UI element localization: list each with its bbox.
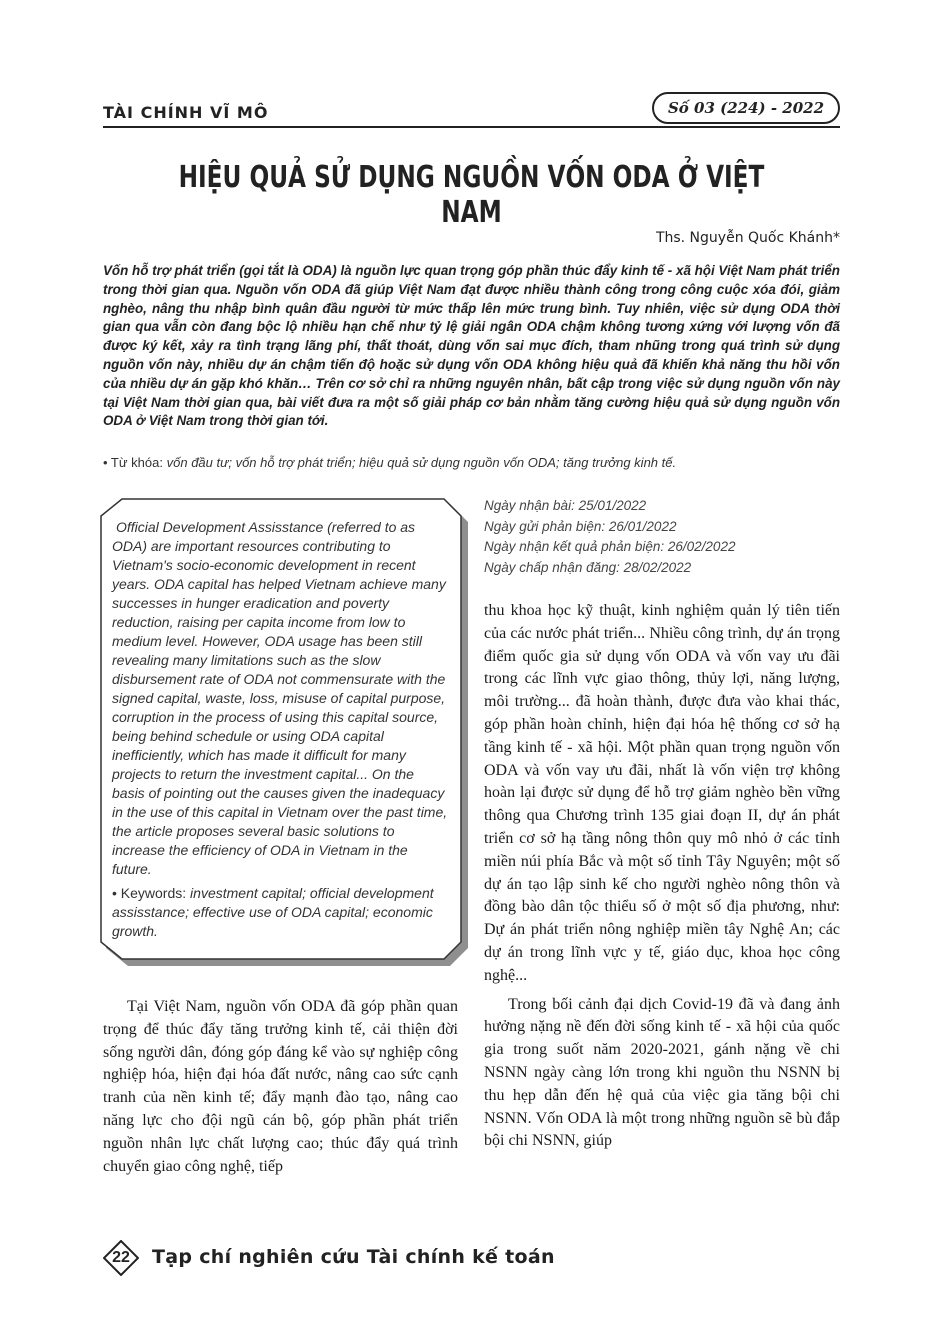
keywords-en-terms: investment capital; official development assisstance; effective use of ODA capital; economic growth. bbox=[112, 885, 434, 939]
abstract-vietnamese: Vốn hỗ trợ phát triển (gọi tắt là ODA) là nguồn lực quan trọng góp phần thúc đẩy kinh tế - xã hội Việt Nam phát triển trong thời gian qua. Nguồn vốn ODA đã giúp Việt Nam đạt được nhiều thành công trong công cuộc xóa đói, giảm nghèo, nâng thu nhập bình quân đầu người từ mức thấp lên mức trung bình. Tuy nhiên, việc sử dụng ODA thời gian qua vẫn còn đang bộc lộ nhiều hạn chế như tỷ lệ giải ngân ODA chậm không tương xứng với lượng vốn đã được ký kết, xảy ra tình trạng lãng phí, thất thoát, dùng vốn sai mục đích, tham nhũng trong quá trình sử dụng nguồn vốn này, nhiều dự án chậm tiến độ hoặc sử dụng vốn ODA không hiệu quả đã khiến khả năng thu hồi vốn của nhiều dự án gặp khó khăn… Trên cơ sở chỉ ra những nguyên nhân, bất cập trong việc sử dụng nguồn vốn này tại Việt Nam thời gian qua, bài viết đưa ra một số giải pháp cơ bản nhằm tăng cường hiệu quả sử dụng nguồn vốn ODA ở Việt Nam trong thời gian tới. bbox=[103, 263, 840, 429]
journal-title: Tạp chí nghiên cứu Tài chính kế toán bbox=[152, 1246, 555, 1268]
page-number: 22 bbox=[112, 1249, 130, 1266]
page-number-badge bbox=[103, 1240, 139, 1276]
article-title: HIỆU QUẢ SỬ DỤNG NGUỒN VỐN ODA Ở VIỆT NAM bbox=[178, 160, 765, 230]
issue-badge: Số 03 (224) - 2022 bbox=[652, 92, 840, 124]
submission-dates bbox=[484, 496, 840, 578]
author: Ths. Nguyễn Quốc Khánh* bbox=[655, 230, 840, 246]
date-accepted: Ngày chấp nhận đăng: 28/02/2022 bbox=[484, 559, 692, 575]
date-review-result: Ngày nhận kết quả phản biện: 26/02/2022 bbox=[484, 539, 736, 554]
date-received: Ngày nhận bài: 25/01/2022 bbox=[484, 498, 647, 513]
keywords-vi-terms: vốn đầu tư; vốn hỗ trợ phát triển; hiệu quả sử dụng nguồn vốn ODA; tăng trưởng kinh tế. bbox=[166, 455, 677, 470]
body-paragraph: thu khoa học kỹ thuật, kinh nghiệm quản lý tiên tiến của các nước phát triển... Nhiều công trình, dự án trọng điểm quốc gia sử dụng vốn ODA và vốn vay ưu đãi trong các lĩnh vực giao thông, thủy lợi, năng lượng, môi trường... đã hoàn thành, được đưa vào khai thác, góp phần hoàn chỉnh, hiện đại hóa hệ thống cơ sở hạ tầng kinh tế - xã hội. Một phần quan trọng nguồn vốn ODA và vốn vay ưu đãi, nhất là vốn viện trợ không hoàn lại được sử dụng để hỗ trợ giảm nghèo bền vững thông qua Chương trình 135 giai đoạn II, dự án phát triển cơ sở hạ tầng nông thôn quy mô nhỏ ở các tỉnh miền núi phía Bắc và một số tỉnh Tây Nguyên; một số dự án tạo lập sinh kế cho người nghèo nông thôn và đồng bào dân tộc thiểu số ở một số địa phương, như: Dự án phát triển nông nghiệp miền tây Nghệ An; các dự án trong lĩnh vực y tế, giáo dục, khoa học công nghệ... bbox=[484, 602, 840, 984]
keywords-en-label: • Keywords: bbox=[112, 885, 187, 901]
keywords-english bbox=[112, 884, 448, 941]
body-paragraph: Tại Việt Nam, nguồn vốn ODA đã góp phần quan trọng để thúc đẩy tăng trưởng kinh tế, cải thiện đời sống người dân, đóng góp đáng kể vào sự nghiệp công nghiệp hóa, hiện đại hóa đất nước, nâng cao sức cạnh tranh của nền kinh tế; đẩy mạnh đào tạo, nâng cao năng lực cho đội ngũ cán bộ, góp phần phát triển nguồn nhân lực chất lượng cao; thúc đẩy quá trình chuyển giao công nghệ, tiếp bbox=[103, 998, 458, 1175]
keywords-vi-label: • Từ khóa: bbox=[103, 455, 163, 470]
abstract-english-text: Official Development Assisstance (referred to as ODA) are important resources contributing to Vietnam's socio-economic development in recent years. ODA capital has helped Vietnam achieve many successes in hunger eradication and poverty reduction, raising per capita income from low to medium level. However, ODA usage has been still revealing many limitations such as the slow disbursement rate of ODA not commensurate with the signed capital, waste, loss, misuse of capital purpose, corruption in the process of using this capital source, being behind schedule or using ODA capital inefficiently, which has made it difficult for many projects to return the investment capital... On the basis of pointing out the causes given the inadequacy in the use of this capital in Vietnam over the past time, the article proposes several basic solutions to increase the efficiency of ODA in Vietnam in the future. bbox=[112, 519, 448, 877]
date-sent-review: Ngày gửi phản biện: 26/01/2022 bbox=[484, 518, 677, 534]
body-left-column bbox=[103, 996, 458, 1178]
header-rule bbox=[103, 126, 840, 128]
abstract-english bbox=[112, 518, 448, 879]
body-right-column bbox=[484, 600, 840, 1153]
keywords-vietnamese bbox=[103, 455, 840, 470]
section-label: TÀI CHÍNH VĨ MÔ bbox=[103, 103, 269, 122]
body-paragraph: Trong bối cảnh đại dịch Covid-19 đã và đang ảnh hưởng nặng nề đến đời sống kinh tế - xã hội của quốc gia trong suốt năm 2020-2021, gánh nặng về chi NSNN ngày càng lớn trong khi nguồn thu NSNN bị thu hẹp dẫn đến hệ quả của việc gia tăng bội chi NSNN. Vốn ODA là một trong những nguồn sẽ bù đắp bội chi NSNN, giúp bbox=[484, 995, 840, 1150]
